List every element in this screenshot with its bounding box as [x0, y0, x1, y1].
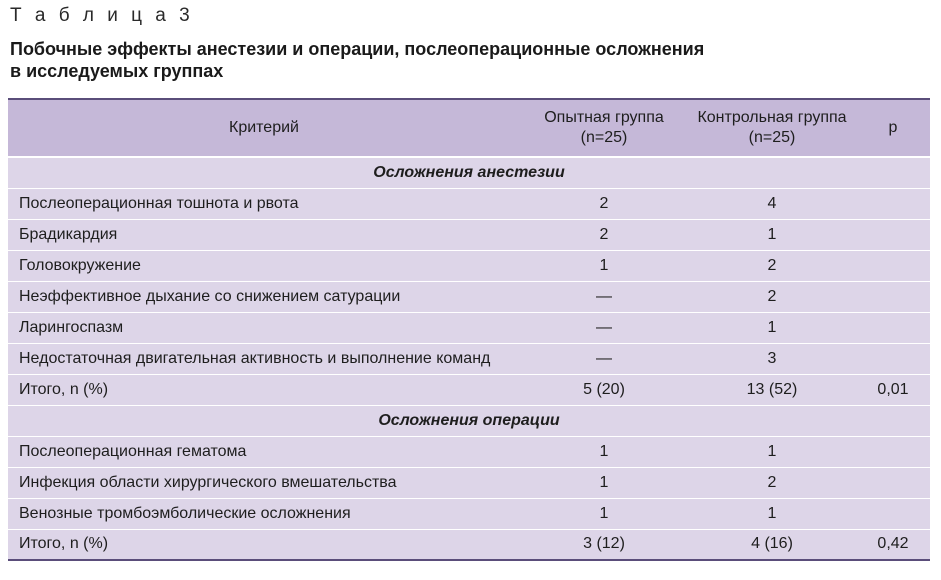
section-row-surgery [8, 405, 930, 436]
cell-experimental: — [520, 281, 688, 312]
table-label: Т а б л и ц а 3 [10, 5, 194, 26]
header-control-line-2: (n=25) [748, 129, 796, 146]
header-p: p [856, 99, 930, 157]
section-title: Осложнения анестезии [8, 157, 930, 188]
cell-control: 4 (16) [688, 529, 856, 560]
cell-experimental: 1 [520, 467, 688, 498]
table-title [10, 38, 910, 82]
cell-experimental: 3 (12) [520, 529, 688, 560]
cell-control: 13 (52) [688, 374, 856, 405]
cell-experimental: — [520, 343, 688, 374]
cell-criterion: Ларингоспазм [8, 312, 520, 343]
table-body [8, 157, 930, 560]
cell-control: 3 [688, 343, 856, 374]
cell-experimental: 5 (20) [520, 374, 688, 405]
cell-experimental: 2 [520, 188, 688, 219]
header-experimental-line-2: (n=25) [580, 129, 628, 146]
table-row [8, 343, 930, 374]
table-header-row [8, 99, 930, 157]
cell-control: 1 [688, 312, 856, 343]
cell-p [856, 188, 930, 219]
cell-experimental: 1 [520, 436, 688, 467]
cell-criterion: Послеоперационная тошнота и рвота [8, 188, 520, 219]
header-control-line-1: Контрольная группа [697, 109, 847, 126]
cell-p [856, 343, 930, 374]
cell-criterion: Неэффективное дыхание со снижением сатурации [8, 281, 520, 312]
table-row-total [8, 529, 930, 560]
cell-control: 2 [688, 250, 856, 281]
cell-p [856, 219, 930, 250]
cell-p [856, 281, 930, 312]
table-row [8, 312, 930, 343]
cell-p [856, 436, 930, 467]
cell-control: 1 [688, 219, 856, 250]
cell-control: 2 [688, 467, 856, 498]
cell-criterion: Головокружение [8, 250, 520, 281]
table-title-line-1: Побочные эффекты анестезии и операции, послеоперационные осложнения [10, 39, 705, 59]
cell-control: 4 [688, 188, 856, 219]
cell-experimental: 2 [520, 219, 688, 250]
table-row [8, 436, 930, 467]
cell-control: 2 [688, 281, 856, 312]
cell-criterion: Недостаточная двигательная активность и выполнение команд [8, 343, 520, 374]
cell-control: 1 [688, 436, 856, 467]
cell-criterion: Брадикардия [8, 219, 520, 250]
cell-criterion: Послеоперационная гематома [8, 436, 520, 467]
header-experimental [520, 99, 688, 157]
cell-experimental: — [520, 312, 688, 343]
cell-p [856, 467, 930, 498]
cell-control: 1 [688, 498, 856, 529]
cell-criterion: Инфекция области хирургического вмешательства [8, 467, 520, 498]
cell-p: 0,01 [856, 374, 930, 405]
table-title-line-2: в исследуемых группах [10, 61, 224, 81]
table-row [8, 467, 930, 498]
section-title: Осложнения операции [8, 405, 930, 436]
cell-criterion: Итого, n (%) [8, 374, 520, 405]
cell-experimental: 1 [520, 250, 688, 281]
cell-criterion: Итого, n (%) [8, 529, 520, 560]
complications-table [8, 98, 930, 561]
header-criterion: Критерий [8, 99, 520, 157]
section-row-anesthesia [8, 157, 930, 188]
table-row [8, 250, 930, 281]
table-row [8, 281, 930, 312]
cell-criterion: Венозные тромбоэмболические осложнения [8, 498, 520, 529]
header-control [688, 99, 856, 157]
cell-experimental: 1 [520, 498, 688, 529]
table-row-total [8, 374, 930, 405]
cell-p [856, 312, 930, 343]
table-row [8, 219, 930, 250]
cell-p [856, 498, 930, 529]
table-row [8, 188, 930, 219]
header-experimental-line-1: Опытная группа [544, 109, 664, 126]
cell-p [856, 250, 930, 281]
cell-p: 0,42 [856, 529, 930, 560]
table-row [8, 498, 930, 529]
